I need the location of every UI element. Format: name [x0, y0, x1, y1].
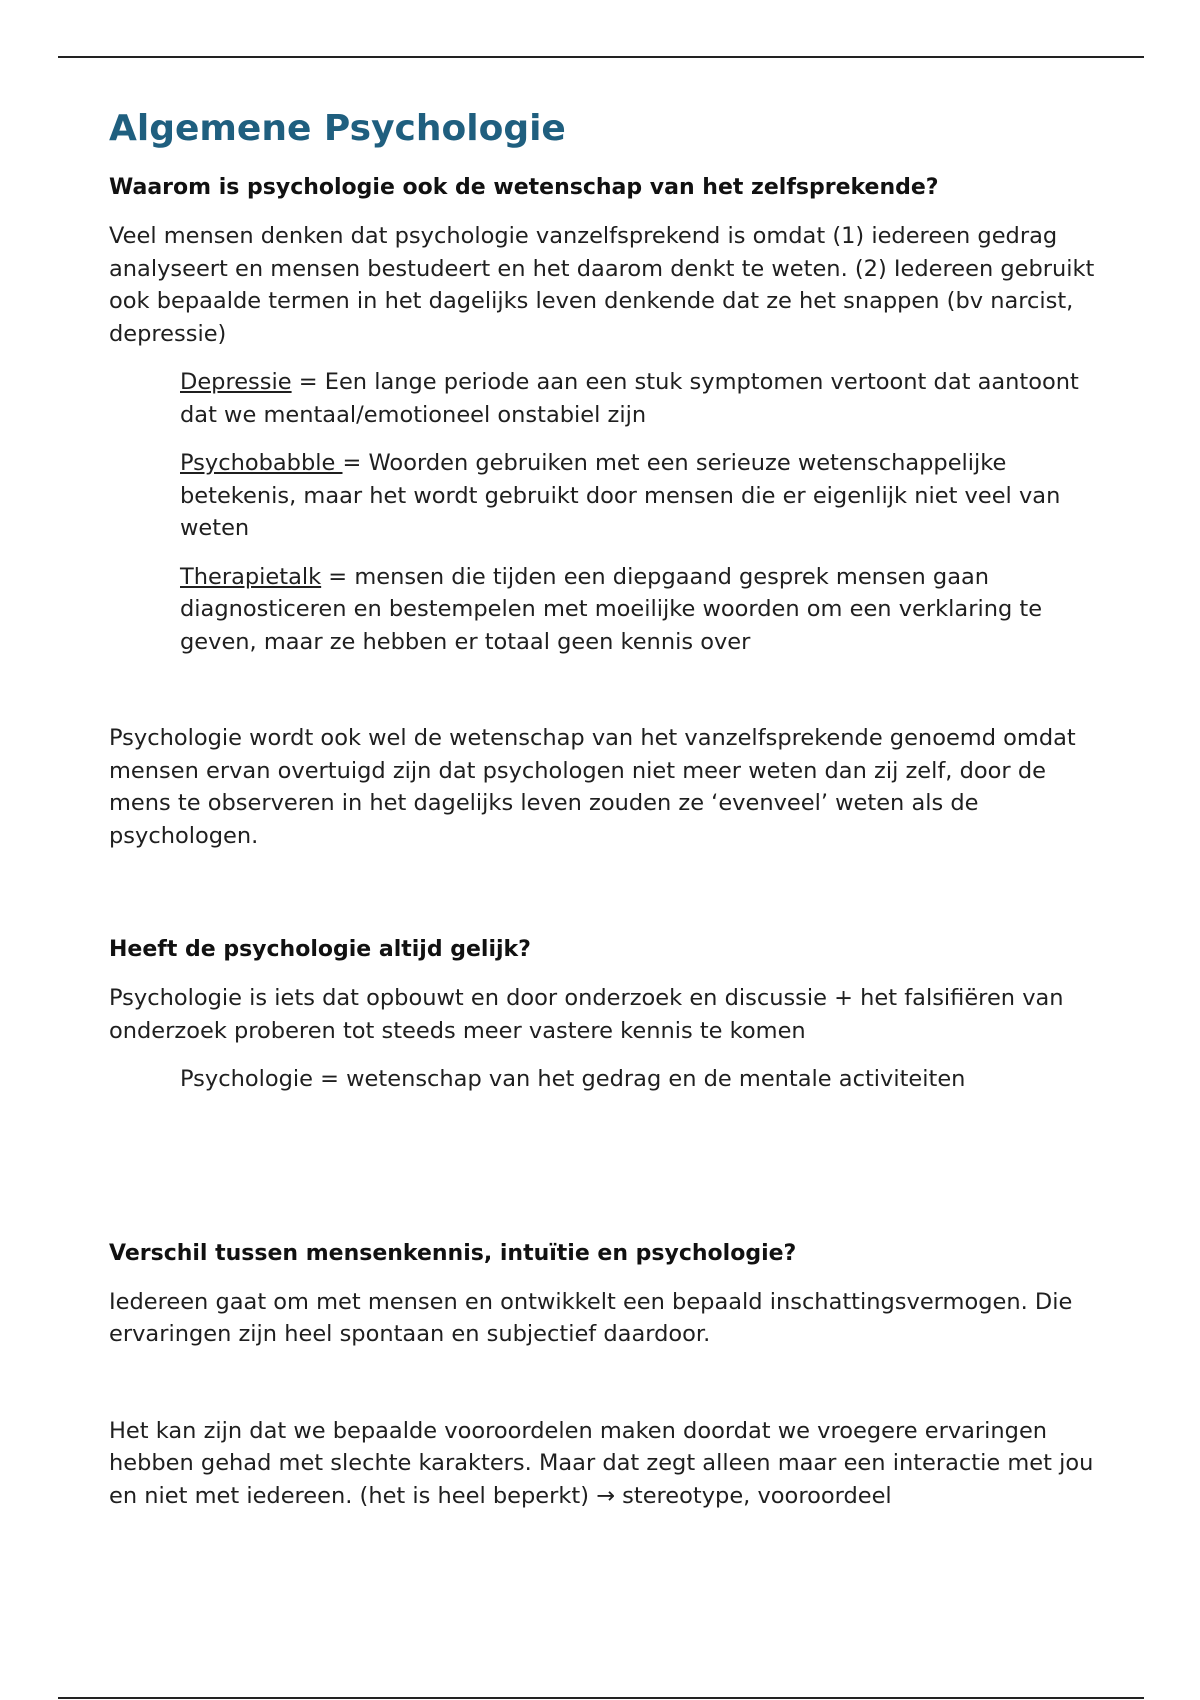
section-heading-zelfsprekende: Waarom is psychologie ook de wetenschap van het zelfsprekende? [109, 175, 939, 200]
definition-text: = Een lange periode aan een stuk symptomen vertoont dat aantoont dat we mentaal/emotioneel onstabiel zijn [180, 369, 1079, 428]
definition-depressie [180, 366, 1100, 431]
header-rule [58, 56, 1144, 58]
paragraph-conclusion: Psychologie wordt ook wel de wetenschap van het vanzelfsprekende genoemd omdat mensen ervan overtuigd zijn dat psychologen niet meer weten dan zij zelf, door de mens te observeren in het dagelijks leven zouden ze ‘evenveel’ weten als de psychologen. [109, 725, 1076, 849]
definition-therapietalk [180, 561, 1100, 659]
document-title: Algemene Psychologie [109, 108, 566, 149]
definition-psychobabble [180, 447, 1100, 545]
definition-text: = Woorden gebruiken met een serieuze wetenschappelijke betekenis, maar het wordt gebruikt door mensen die er eigenlijk niet veel van weten [180, 450, 1061, 541]
footer-rule [58, 1697, 1144, 1699]
paragraph-intro: Veel mensen denken dat psychologie vanzelfsprekend is omdat (1) iedereen gedrag analyseert en mensen bestudeert en het daarom denkt te weten. (2) Iedereen gebruikt ook bepaalde termen in het dagelijks leven denkende dat ze het snappen (bv narcist, depressie) [109, 223, 1095, 347]
definition-text: = mensen die tijden een diepgaand gesprek mensen gaan diagnosticeren en bestempelen met moeilijke woorden om een verklaring te geven, maar ze hebben er totaal geen kennis over [180, 563, 1043, 655]
paragraph-vooroordelen: Het kan zijn dat we bepaalde vooroordelen maken doordat we vroegere ervaringen hebben gehad met slechte karakters. Maar dat zegt alleen maar een interactie met jou en niet met iedereen. (het is heel beperkt) → stereotype, vooroordeel [109, 1417, 1094, 1509]
section-heading-gelijk: Heeft de psychologie altijd gelijk? [109, 937, 531, 962]
definition-term: Therapietalk [180, 563, 322, 590]
document-page [109, 104, 1109, 1512]
definition-term: Psychobabble [180, 450, 343, 476]
paragraph-onderzoek: Psychologie is iets dat opbouwt en door onderzoek en discussie + het falsifiëren van onderzoek proberen tot steeds meer vastere kennis te komen [109, 985, 1064, 1044]
definition-psychologie: Psychologie = wetenschap van het gedrag en de mentale activiteiten [180, 1066, 966, 1092]
definition-term: Depressie [180, 369, 292, 395]
paragraph-mensenkennis: Iedereen gaat om met mensen en ontwikkelt een bepaald inschattingsvermogen. Die ervaringen zijn heel spontaan en subjectief daardoor. [109, 1288, 1073, 1347]
section-heading-verschil: Verschil tussen mensenkennis, intuïtie en psychologie? [109, 1240, 797, 1266]
